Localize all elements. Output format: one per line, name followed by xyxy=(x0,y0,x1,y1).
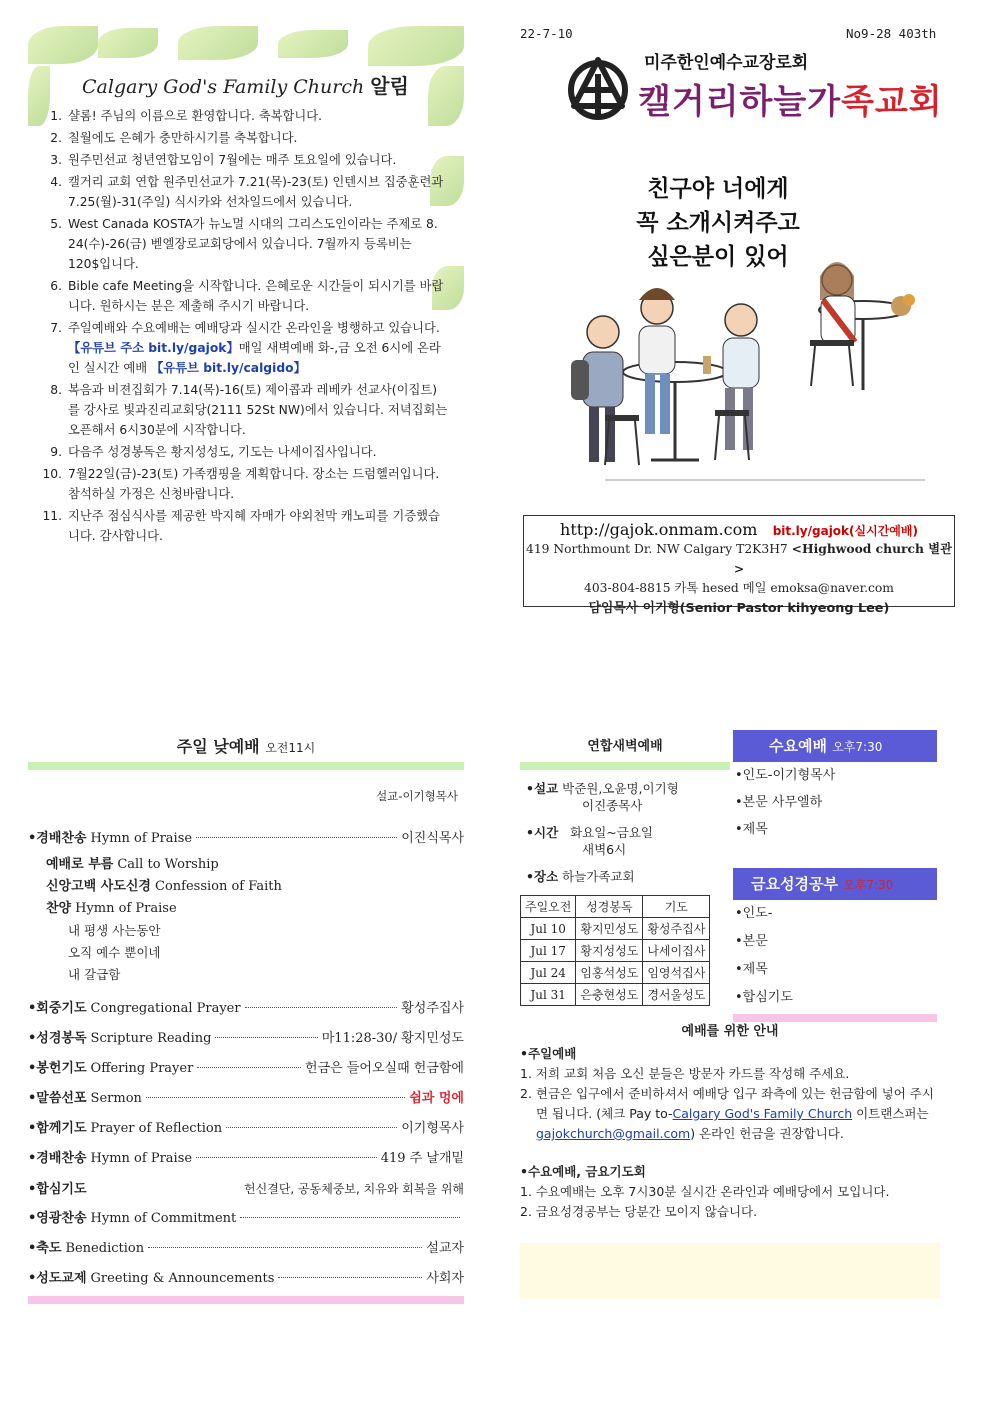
song-line: 오직 예수 뿐이네 xyxy=(68,945,161,960)
list-item: 10. 7월22일(금)-23(토) 가족캠핑을 계획합니다. 장소는 드럼헬러입니다. 참석하실 가정은 신청바랍니다. xyxy=(42,467,440,501)
email-link[interactable]: gajokchurch@gmail.com xyxy=(536,1126,691,1141)
wednesday-service-section xyxy=(733,730,937,843)
leaf-decoration xyxy=(368,26,464,66)
guide-wed-heading: •수요예배, 금요기도회 xyxy=(520,1164,646,1179)
guide-item: 2. 금요성경공부는 당분간 모이지 않습니다. xyxy=(520,1204,758,1219)
phone-email: 403-804-8815 카톡 hesed 메일 emoksa@naver.com xyxy=(584,581,894,595)
divider xyxy=(520,762,730,770)
friday-leader: •인도- xyxy=(735,906,773,921)
dawn-sermon: •설교 박준원,오윤명,이기형 이진종목사 xyxy=(526,781,679,813)
order-row: •함께기도 Prayer of Reflection 이기형목사 xyxy=(28,1121,464,1136)
bulletin-issue: No9-28 403th xyxy=(846,26,937,41)
list-item: 3. 원주민선교 청년연합모임이 7월에는 매주 토요일에 있습니다. xyxy=(50,153,397,167)
list-item: 1. 샬롬! 주님의 이름으로 환영합니다. 축복합니다. xyxy=(50,109,323,123)
leaf-decoration xyxy=(98,28,158,58)
guide-sunday-heading: •주일예배 xyxy=(520,1046,577,1061)
dawn-prayer-section xyxy=(520,732,730,885)
dawn-prayer-title: 연합새벽예배 xyxy=(587,739,663,754)
list-item: 6. Bible cafe Meeting을 시작합니다. 은혜로운 시간들이 되시기를 바랍니다. 원하시는 분은 제출해 주시기 바랍니다. xyxy=(50,279,444,313)
website-link[interactable]: http://gajok.onmam.com xyxy=(560,520,758,539)
order-row: •봉헌기도 Offering Prayer 헌금은 들어오실때 헌금함에 xyxy=(28,1061,464,1076)
wednesday-text: •본문 사무엘하 xyxy=(735,795,823,810)
sunday-worship-title: 주일 낮예배 오전11시 xyxy=(176,737,316,756)
list-item: 4. 캘거리 교회 연합 원주민선교가 7.21(목)-23(토) 인텐시브 집중훈련과 7.25(월)-31(주일) 식시카와 선차일드에서 있습니다. xyxy=(50,175,444,209)
table-row: Jul 17 황지성성도 나세이집사 xyxy=(521,940,710,962)
announcements-panel xyxy=(28,26,466,588)
leaf-decoration xyxy=(28,26,98,64)
song-line: 내 갈급함 xyxy=(68,967,121,982)
order-row: 찬양 Hymn of Praise xyxy=(46,901,177,916)
friday-bible-study-section xyxy=(733,868,937,1022)
order-row: •회중기도 Congregational Prayer 황성주집사 xyxy=(28,1001,464,1016)
table-row: Jul 24 임홍석성도 임영석집사 xyxy=(521,962,710,984)
list-item: 2. 칠월에도 은혜가 충만하시기를 축복합니다. xyxy=(50,131,298,145)
order-row: 신앙고백 사도신경 Confession of Faith xyxy=(46,879,282,894)
guide-item: 1. 저희 교회 처음 오신 분들은 방문자 카드를 작성해 주세요. xyxy=(520,1066,850,1081)
worship-guide xyxy=(520,1022,940,1222)
song-line: 내 평생 사는동안 xyxy=(68,923,161,938)
divider xyxy=(28,1296,464,1304)
leaf-decoration xyxy=(178,26,258,60)
guide-item: 2. 현금은 입구에서 준비하셔서 예배당 입구 좌측에 있는 헌금함에 넣어 주시면 됩니다. (체크 Pay to-Calgary God's Family Church 이트랜스퍼는 gajokchurch@gmail.com) 온라인 헌금을 권장합니다. xyxy=(520,1086,934,1141)
faint-note-area xyxy=(520,1243,940,1299)
leaf-decoration xyxy=(278,30,348,58)
wednesday-service-title: 수요예배 오후7:30 xyxy=(733,730,937,762)
worship-guide-title: 예배를 위한 안내 xyxy=(681,1024,779,1039)
handwritten-message: 친구야 너에게 꼭 소개시켜주고 싶은분이 있어 xyxy=(636,176,800,270)
preacher: 설교-이기형목사 xyxy=(376,789,458,803)
church-name: 캘거리하늘가족교회 xyxy=(638,82,943,122)
bulletin-date: 22-7-10 xyxy=(520,26,573,41)
dawn-time: •시간 화요일~금요일 새벽6시 xyxy=(526,825,653,857)
list-item: 8. 복음과 비젼집회가 7.14(목)-16(토) 제이콥과 레베카 선교사(이집트)를 강사로 빛과진리교회당(2111 52St NW)에서 있습니다. 저녁집회는 오픈해서 6시30분에 시작합니다. xyxy=(50,383,448,437)
divider xyxy=(28,762,464,770)
sunday-worship-section xyxy=(28,732,464,1304)
table-row: Jul 31 은충현성도 경서울성도 xyxy=(521,984,710,1006)
list-item: 5. West Canada KOSTA가 뉴노멀 시대의 그리스도인이라는 주제로 8. 24(수)-26(금) 벧엘장로교회당에서 있습니다. 7월까지 등록비는 120$입니다. xyxy=(50,217,438,271)
order-row: •성경봉독 Scripture Reading 마11:28-30/ 황지민성도 xyxy=(28,1031,464,1046)
announcements-list xyxy=(28,106,448,548)
live-stream-link[interactable]: bit.ly/gajok(실시간예배) xyxy=(772,524,918,538)
order-row: •합심기도 헌신결단, 공동체중보, 치유와 회복을 위해 xyxy=(28,1182,464,1197)
wednesday-leader: •인도-이기형목사 xyxy=(735,768,836,783)
pastor-name: 담임목사 이기형(Senior Pastor kihyeong Lee) xyxy=(588,601,890,616)
table-header-row: 주일오전 성경봉독 기도 xyxy=(521,896,710,918)
order-row: •영광찬송 Hymn of Commitment xyxy=(28,1204,464,1234)
venue-name: <Highwood church 별관> xyxy=(733,541,952,576)
order-row: •축도 Benediction 설교자 xyxy=(28,1241,464,1256)
friday-prayer: •합심기도 xyxy=(735,990,793,1005)
table-row: Jul 10 황지민성도 황성주집사 xyxy=(521,918,710,940)
denomination-name: 미주한인예수교장로회 xyxy=(644,53,809,73)
dawn-place: •장소 하늘가족교회 xyxy=(526,869,635,884)
payee-link[interactable]: Calgary God's Family Church xyxy=(672,1106,853,1121)
order-row: •성도교제 Greeting & Announcements 사회자 xyxy=(28,1271,464,1286)
friday-subject: •제목 xyxy=(735,962,768,977)
order-row: •경배찬송 Hymn of Praise 이진식목사 xyxy=(28,831,464,846)
church-address: 419 Northmount Dr. NW Calgary T2K3H7 xyxy=(526,542,788,556)
order-row: •말씀선포 Sermon 쉼과 멍에 xyxy=(28,1091,464,1106)
announcements-title: Calgary God's Family Church 알림 xyxy=(82,74,409,98)
guide-item: 1. 수요예배는 오후 7시30분 실시간 온라인과 예배당에서 모입니다. xyxy=(520,1184,890,1199)
divider xyxy=(733,1014,937,1022)
list-item: 9. 다음주 성경봉독은 황지성성도, 기도는 나세이집사입니다. xyxy=(50,445,377,459)
church-logo-icon xyxy=(566,56,630,120)
contact-box xyxy=(523,515,955,616)
order-row: 예배로 부름 Call to Worship xyxy=(46,857,219,872)
wednesday-subject: •제목 xyxy=(735,822,768,837)
friday-text: •본문 xyxy=(735,934,768,949)
order-row: •경배찬송 Hymn of Praise 419 주 날개밑 xyxy=(28,1151,464,1166)
service-roster-table xyxy=(520,895,710,1006)
friday-bible-study-title: 금요성경공부 오후7:30 xyxy=(733,868,937,900)
list-item: 7. 주일예배와 수요예배는 예배당과 실시간 온라인을 병행하고 있습니다.【유튜브 주소 bit.ly/gajok】매일 새벽예배 화-,금 오전 6시에 온라인 실시간 예배 【유튜브 bit.ly/calgido】 xyxy=(50,321,441,375)
list-item: 11. 지난주 점심식사를 제공한 박지혜 자매가 야외천막 캐노피를 기증했습니다. 감사합니다. xyxy=(42,509,440,543)
